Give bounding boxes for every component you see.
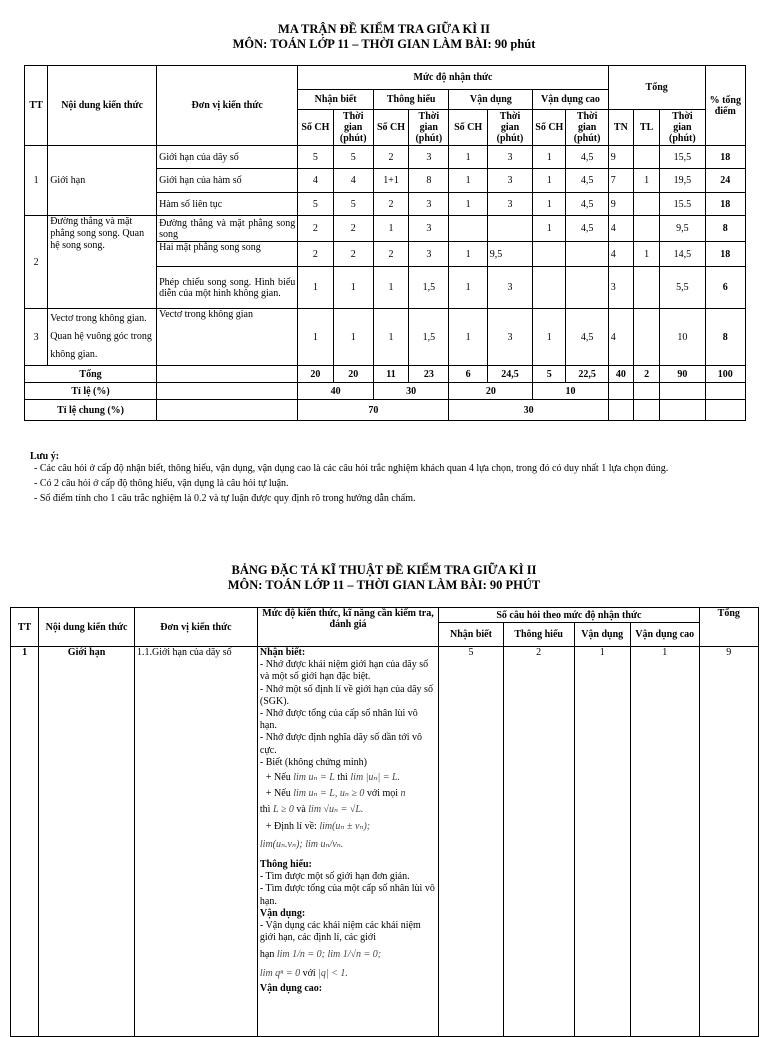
level-label: Vận dụng cao:: [259, 982, 323, 994]
value-cell: 1: [449, 267, 487, 309]
table-row: [25, 146, 746, 169]
percent-cell: 18: [705, 146, 745, 169]
col-tn: TN: [608, 110, 633, 146]
empty-cell: [157, 383, 298, 400]
ratio-cell: 30: [373, 383, 449, 400]
col-total: Tổng: [699, 608, 758, 647]
desc-line: [260, 821, 436, 833]
total-cell: 100: [705, 366, 745, 383]
total-cell: 90: [660, 366, 705, 383]
ratio-all-row: [25, 400, 746, 421]
percent-cell: 8: [705, 216, 745, 242]
value-cell: 7: [608, 169, 633, 193]
total-cell: 20: [333, 366, 373, 383]
table-row: [11, 647, 759, 1037]
value-cell: [533, 267, 566, 309]
total-cell: 23: [409, 366, 449, 383]
value-cell: 1,5: [409, 309, 449, 366]
value-cell: 5: [298, 193, 333, 216]
value-cell: 10: [660, 309, 705, 366]
value-cell: 8: [409, 169, 449, 193]
math-formula: n: [400, 788, 406, 800]
value-cell: 5: [333, 146, 373, 169]
unit-cell: Giới hạn của dãy số: [157, 146, 298, 169]
desc-text: thì: [337, 772, 348, 784]
value-cell: 1: [449, 169, 487, 193]
note-item: - Có 2 câu hỏi ở cấp độ thông hiểu, vận dụng là câu hỏi tự luận.: [34, 478, 289, 489]
col-time: Thời gian (phút): [333, 110, 373, 146]
col-unit: Đơn vị kiến thức: [157, 66, 298, 146]
spec-title-line2: MÔN: TOÁN LỚP 11 – THỜI GIAN LÀM BÀI: 90 PHÚT: [227, 578, 541, 592]
matrix-title-line1: MA TRẬN ĐỀ KIỂM TRA GIỮA KÌ II: [278, 22, 490, 36]
table-row: [25, 309, 746, 366]
unit-cell: Hàm số liên tục: [157, 193, 298, 216]
value-cell: 15.5: [660, 193, 705, 216]
total-cell: 22,5: [566, 366, 608, 383]
value-cell: 9: [608, 146, 633, 169]
value-cell: 1: [633, 242, 659, 267]
value-cell: 2: [298, 216, 333, 242]
value-cell: 1: [373, 309, 408, 366]
value-cell: 3: [608, 267, 633, 309]
row-description: [257, 647, 438, 1037]
value-cell: 3: [409, 193, 449, 216]
col-vdc: Vận dụng cao: [630, 623, 699, 647]
note-item: - Số điểm tính cho 1 câu trắc nghiệm là 0.2 và tự luận được quy định rõ trong hướng dẫn chấm.: [34, 493, 416, 504]
math-formula: lim √uₙ = √L.: [308, 804, 364, 816]
col-soch: Số CH: [449, 110, 487, 146]
col-time: Thời gian (phút): [487, 110, 532, 146]
col-time: Thời gian (phút): [409, 110, 449, 146]
ratio-cell: 40: [298, 383, 374, 400]
desc-line: - Tìm được tổng của một cấp số nhân lùi vô hạn.: [259, 883, 435, 907]
value-cell: 1: [449, 193, 487, 216]
empty-cell: [157, 400, 298, 421]
value-cell: 15,5: [660, 146, 705, 169]
desc-line: - Nhớ được định nghĩa dãy số dần tới vô cực.: [259, 732, 422, 756]
spec-title-line1: BẢNG ĐẶC TẢ KĨ THUẬT ĐỀ KIỂM TRA GIỮA KÌ II: [231, 563, 537, 577]
group-tt: 3: [25, 309, 48, 366]
empty-cell: [157, 366, 298, 383]
total-row: [25, 366, 746, 383]
count-th: 2: [503, 647, 574, 1037]
percent-cell: 18: [705, 193, 745, 216]
col-total: Tổng: [608, 66, 705, 110]
level-label: Nhận biết:: [259, 647, 306, 658]
value-cell: [633, 216, 659, 242]
col-percent: % tổng điểm: [705, 66, 745, 146]
total-cell: 24,5: [487, 366, 532, 383]
matrix-title-line2: MÔN: TOÁN LỚP 11 – THỜI GIAN LÀM BÀI: 90 phút: [232, 37, 536, 51]
desc-text: + Nếu: [265, 772, 291, 784]
value-cell: 2: [333, 242, 373, 267]
ratio-cell: 20: [449, 383, 533, 400]
desc-text: hạn: [259, 949, 275, 961]
row-unit: 1.1.Giới hạn của dãy số: [134, 647, 257, 1037]
level-label: Thông hiểu:: [259, 859, 312, 871]
col-soch: Số CH: [373, 110, 408, 146]
value-cell: 1: [298, 267, 333, 309]
value-cell: 5,5: [660, 267, 705, 309]
percent-cell: 18: [705, 242, 745, 267]
math-formula: lim 1/n = 0; lim 1/√n = 0;: [276, 949, 382, 961]
math-formula: lim uₙ = L, uₙ ≥ 0: [293, 788, 365, 800]
total-cell: 6: [449, 366, 487, 383]
ratio-all-cell: 30: [449, 400, 608, 421]
value-cell: 1,5: [409, 267, 449, 309]
ratio-cell: 10: [533, 383, 609, 400]
value-cell: 3: [487, 146, 532, 169]
ratio-label: Tỉ lệ (%): [25, 383, 157, 400]
value-cell: 1: [449, 146, 487, 169]
unit-cell: Phép chiếu song song. Hình biểu diễn của một hình không gian.: [157, 267, 298, 309]
notes: [30, 451, 746, 505]
total-cell: 40: [608, 366, 633, 383]
desc-line: [260, 772, 436, 784]
desc-line: - Nhớ một số định lí về giới hạn của dãy số (SGK).: [259, 683, 433, 707]
desc-line: - Biết (không chứng minh): [259, 756, 367, 768]
desc-line: [260, 804, 436, 816]
col-th: Thông hiểu: [373, 90, 449, 110]
col-count: Số câu hỏi theo mức độ nhận thức: [439, 608, 699, 623]
ratio-row: [25, 383, 746, 400]
empty-cell: [660, 383, 705, 400]
count-vdc: 1: [630, 647, 699, 1037]
value-cell: 2: [298, 242, 333, 267]
value-cell: 4,5: [566, 193, 608, 216]
percent-cell: 24: [705, 169, 745, 193]
group-name: Vectơ trong không gian. Quan hệ vuông góc trong không gian.: [48, 309, 157, 366]
value-cell: 1: [298, 309, 333, 366]
desc-line: [260, 949, 436, 961]
empty-cell: [705, 383, 745, 400]
col-content: Nội dung kiến thức: [39, 608, 135, 647]
value-cell: 2: [373, 242, 408, 267]
desc-text: và: [296, 804, 306, 816]
empty-cell: [633, 383, 659, 400]
row-tt: 1: [11, 647, 39, 1037]
count-total: 9: [699, 647, 758, 1037]
col-unit: Đơn vị kiến thức: [134, 608, 257, 647]
value-cell: 14,5: [660, 242, 705, 267]
desc-line: [260, 968, 436, 980]
value-cell: 19,5: [660, 169, 705, 193]
value-cell: 3: [409, 146, 449, 169]
total-label: Tổng: [25, 366, 157, 383]
col-time: Thời gian (phút): [566, 110, 608, 146]
value-cell: 1: [449, 309, 487, 366]
value-cell: 4: [298, 169, 333, 193]
col-vdc: Vận dụng cao: [533, 90, 609, 110]
unit-cell: Giới hạn của hàm số: [157, 169, 298, 193]
unit-cell: Đường thẳng và mặt phẳng song song: [157, 216, 298, 242]
math-formula: lim qⁿ = 0: [259, 967, 301, 979]
math-formula: lim uₙ = L: [293, 772, 335, 784]
value-cell: 1+1: [373, 169, 408, 193]
value-cell: [633, 193, 659, 216]
spec-table: [10, 607, 759, 1037]
math-formula: lim |uₙ| = L.: [350, 772, 401, 784]
col-vd: Vận dụng: [449, 90, 533, 110]
value-cell: 5: [333, 193, 373, 216]
col-nb: Nhận biết: [298, 90, 374, 110]
matrix-title: [0, 22, 768, 52]
value-cell: [633, 309, 659, 366]
desc-line: - Nhớ được khái niệm giới hạn của dãy số và một số giới hạn đặc biệt.: [259, 659, 429, 683]
unit-cell: Vectơ trong không gian: [157, 309, 298, 366]
value-cell: [449, 216, 487, 242]
col-content: Nội dung kiến thức: [48, 66, 157, 146]
value-cell: 3: [487, 309, 532, 366]
value-cell: 4,5: [566, 216, 608, 242]
desc-text: với mọi: [366, 788, 399, 800]
desc-text: + Nếu: [265, 788, 291, 800]
col-soch: Số CH: [533, 110, 566, 146]
col-tt: TT: [11, 608, 39, 647]
total-cell: 5: [533, 366, 566, 383]
group-tt: 2: [25, 216, 48, 309]
value-cell: 3: [487, 193, 532, 216]
value-cell: [533, 242, 566, 267]
desc-text: thì: [259, 804, 271, 816]
empty-cell: [660, 400, 705, 421]
value-cell: 1: [373, 267, 408, 309]
desc-line: [260, 788, 436, 800]
row-content: Giới hạn: [39, 647, 135, 1037]
level-label: Vận dụng:: [259, 907, 306, 919]
desc-text: + Định lí về:: [265, 820, 317, 832]
value-cell: 3: [487, 267, 532, 309]
desc-line: - Vận dụng các khái niệm các khái niệm giới hạn, các định lí, các giới: [259, 920, 421, 944]
col-requirement: Mức độ kiến thức, kĩ năng cần kiểm tra, đánh giá: [257, 608, 438, 647]
ratio-all-cell: 70: [298, 400, 449, 421]
col-nb: Nhận biết: [439, 623, 504, 647]
value-cell: 1: [449, 242, 487, 267]
value-cell: 1: [533, 216, 566, 242]
value-cell: 1: [373, 216, 408, 242]
value-cell: 4,5: [566, 169, 608, 193]
group-tt: 1: [25, 146, 48, 216]
math-formula: L ≥ 0: [272, 804, 294, 816]
col-soch: Số CH: [298, 110, 333, 146]
value-cell: 4: [608, 216, 633, 242]
percent-cell: 8: [705, 309, 745, 366]
matrix-table: [24, 65, 746, 421]
math-formula: |q| < 1.: [318, 967, 348, 979]
value-cell: [633, 267, 659, 309]
value-cell: 2: [333, 216, 373, 242]
value-cell: 4: [608, 309, 633, 366]
empty-cell: [705, 400, 745, 421]
value-cell: 2: [373, 146, 408, 169]
col-total-time: Thời gian (phút): [660, 110, 705, 146]
value-cell: 1: [333, 267, 373, 309]
value-cell: 9: [608, 193, 633, 216]
value-cell: 4: [608, 242, 633, 267]
math-formula: lim(uₙ ± vₙ);: [319, 820, 371, 832]
table-row: [25, 216, 746, 242]
ratio-all-label: Tỉ lệ chung (%): [25, 400, 157, 421]
value-cell: 1: [333, 309, 373, 366]
value-cell: 1: [533, 169, 566, 193]
count-vd: 1: [574, 647, 630, 1037]
empty-cell: [608, 400, 633, 421]
empty-cell: [608, 383, 633, 400]
col-level: Mức độ nhận thức: [298, 66, 609, 90]
value-cell: [487, 216, 532, 242]
value-cell: 2: [373, 193, 408, 216]
col-vd: Vận dụng: [574, 623, 630, 647]
math-formula: lim(uₙ.vₙ); lim uₙ/vₙ.: [259, 838, 344, 850]
value-cell: 1: [533, 309, 566, 366]
percent-cell: 6: [705, 267, 745, 309]
spec-title: [0, 563, 768, 593]
note-item: - Các câu hỏi ở cấp độ nhận biết, thông hiểu, vận dụng, vận dụng cao là các câu hỏi trắc nghiệm khách quan 4 lựa chọn, trong đó có duy nhất 1 lựa chọn đúng.: [34, 463, 669, 474]
value-cell: 1: [533, 146, 566, 169]
value-cell: [566, 242, 608, 267]
value-cell: 1: [533, 193, 566, 216]
total-cell: 2: [633, 366, 659, 383]
notes-title: Lưu ý:: [30, 451, 60, 462]
value-cell: 9,5: [487, 242, 532, 267]
group-name: Đường thẳng và mặt phẳng song song. Quan hệ song song.: [48, 216, 157, 309]
total-cell: 20: [298, 366, 333, 383]
value-cell: 1: [633, 169, 659, 193]
value-cell: 3: [409, 242, 449, 267]
value-cell: [633, 146, 659, 169]
value-cell: 4: [333, 169, 373, 193]
total-cell: 11: [373, 366, 408, 383]
value-cell: 4,5: [566, 146, 608, 169]
desc-line: - Nhớ được tổng của cấp số nhân lùi vô hạn.: [259, 708, 418, 732]
unit-cell: Hai mặt phẳng song song: [157, 242, 298, 267]
value-cell: 9,5: [660, 216, 705, 242]
value-cell: [566, 267, 608, 309]
empty-cell: [633, 400, 659, 421]
col-tt: TT: [25, 66, 48, 146]
value-cell: 3: [487, 169, 532, 193]
value-cell: 4,5: [566, 309, 608, 366]
col-tl: TL: [633, 110, 659, 146]
count-nb: 5: [439, 647, 504, 1037]
desc-line: [260, 839, 436, 851]
desc-line: - Tìm được một số giới hạn đơn giản.: [259, 871, 410, 883]
value-cell: 5: [298, 146, 333, 169]
desc-text: với: [302, 967, 316, 979]
group-name: Giới hạn: [48, 146, 157, 216]
value-cell: 3: [409, 216, 449, 242]
col-th: Thông hiểu: [503, 623, 574, 647]
